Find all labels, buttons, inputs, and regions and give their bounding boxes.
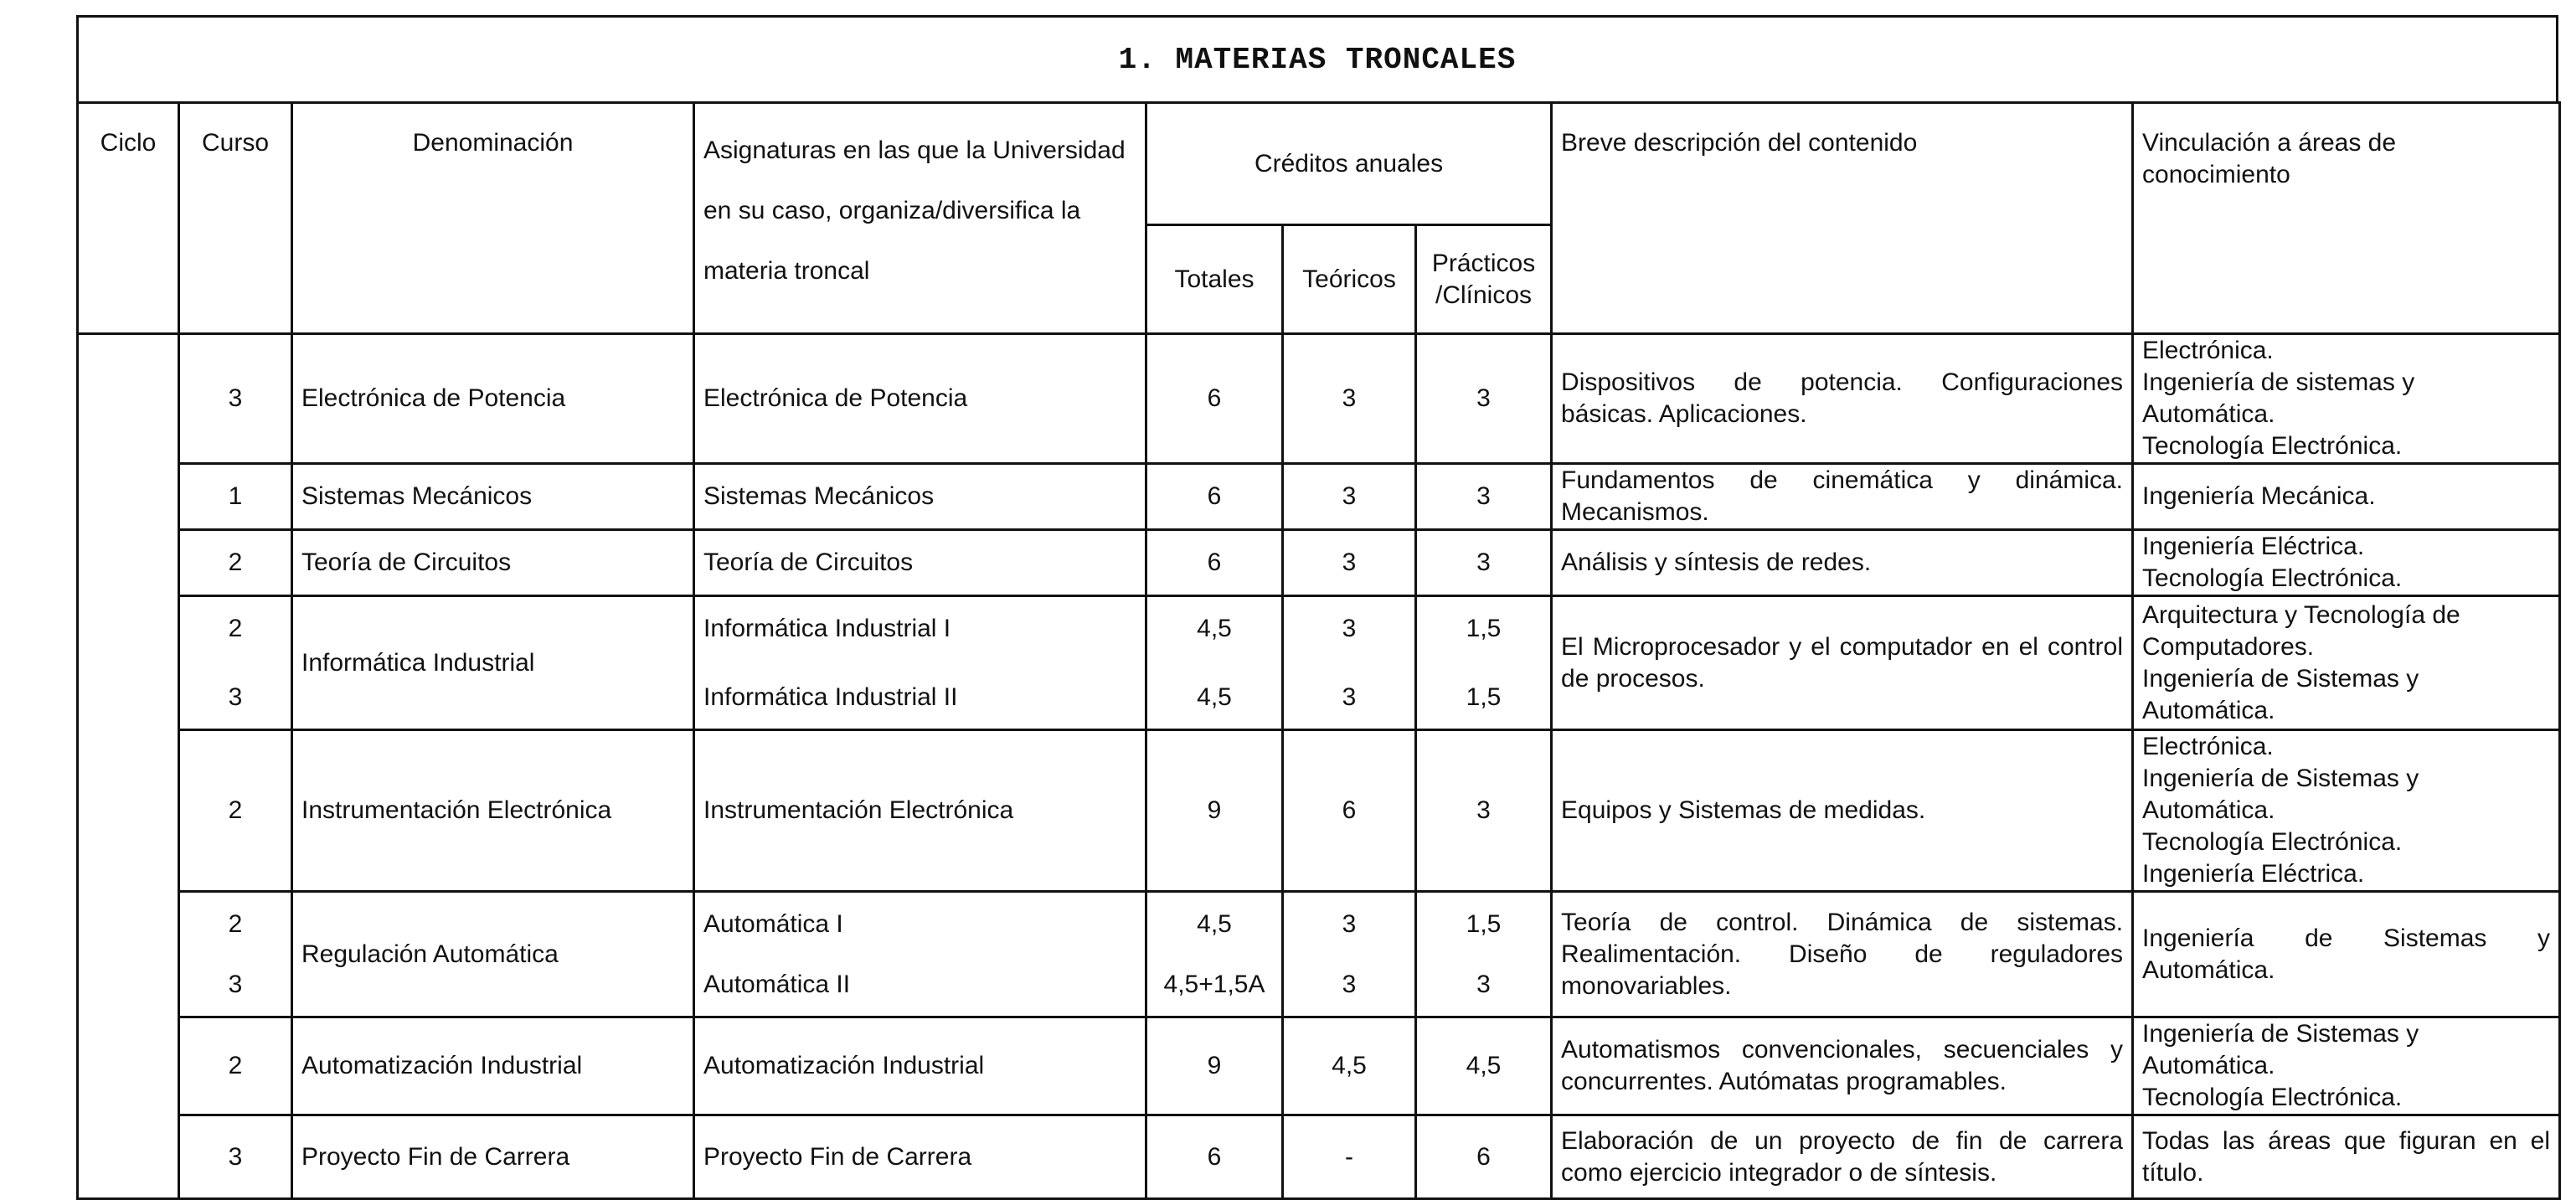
- teoricos-line: 3: [1342, 482, 1357, 510]
- table-row: [78, 730, 2560, 892]
- curso-line: 2: [228, 614, 243, 642]
- teoricos-cell: [1283, 730, 1416, 892]
- curso-cell: [179, 892, 292, 1017]
- asignaturas-cell: [694, 1115, 1146, 1199]
- curso-cell: [179, 464, 292, 530]
- curso-line: 2: [228, 796, 243, 824]
- descripcion-cell: Teoría de control. Dinámica de sistemas. Realimentación. Diseño de reguladores monovariables.: [1552, 892, 2133, 1017]
- teoricos-cell: [1283, 334, 1416, 464]
- asignaturas-cell: [694, 464, 1146, 530]
- vinculacion-line: Tecnología Electrónica.: [2142, 432, 2403, 460]
- teoricos-line: 3: [1342, 614, 1357, 642]
- asignaturas-cell: [694, 596, 1146, 730]
- practicos-cell: [1416, 334, 1552, 464]
- troncales-table: [76, 101, 2561, 1200]
- descripcion-cell: Automatismos convencionales, secuenciales y concurrentes. Autómatas programables.: [1552, 1017, 2133, 1115]
- vinculacion-line: Ingeniería Eléctrica.: [2142, 860, 2365, 888]
- vinculacion-cell: [2133, 892, 2560, 1017]
- asignaturas-cell: [694, 530, 1146, 596]
- asignaturas-line: Informática Industrial I: [703, 614, 951, 642]
- denominacion-cell: Electrónica de Potencia: [292, 334, 694, 464]
- totales-cell: [1146, 530, 1283, 596]
- teoricos-line: 3: [1342, 682, 1357, 711]
- teoricos-line: 3: [1342, 970, 1357, 998]
- asignaturas-line: Sistemas Mecánicos: [703, 482, 935, 510]
- practicos-cell: [1416, 464, 1552, 530]
- totales-line: 9: [1207, 796, 1222, 824]
- totales-cell: [1146, 1115, 1283, 1199]
- asignaturas-line: Automática I: [703, 909, 843, 938]
- teoricos-cell: [1283, 464, 1416, 530]
- teoricos-line: 3: [1342, 384, 1357, 412]
- vinculacion-line: Tecnología Electrónica.: [2142, 828, 2403, 856]
- practicos-line: 3: [1476, 548, 1491, 576]
- totales-cell: [1146, 334, 1283, 464]
- totales-line: 6: [1207, 384, 1222, 412]
- ciclo-cell: [78, 334, 179, 1199]
- practicos-cell: [1416, 596, 1552, 730]
- vinculacion-line: Arquitectura y Tecnología de Computadores.: [2142, 600, 2460, 661]
- vinculacion-cell: [2133, 596, 2560, 730]
- curso-cell: [179, 334, 292, 464]
- totales-cell: [1146, 464, 1283, 530]
- vinculacion-line: Ingeniería de Sistemas y Automática.: [2142, 765, 2419, 824]
- practicos-line: 6: [1476, 1142, 1491, 1171]
- denominacion-cell: Automatización Industrial: [292, 1017, 694, 1115]
- teoricos-line: -: [1345, 1142, 1353, 1171]
- descripcion-cell: El Microprocesador y el computador en el control de procesos.: [1552, 596, 2133, 730]
- asignaturas-line: Automática II: [703, 970, 851, 998]
- asignaturas-line: Informática Industrial II: [703, 682, 958, 711]
- vinculacion-cell: [2133, 334, 2560, 464]
- curso-cell: [179, 1017, 292, 1115]
- totales-line: 4,5: [1197, 682, 1232, 711]
- asignaturas-line: Instrumentación Electrónica: [703, 796, 1014, 824]
- asignaturas-line: Proyecto Fin de Carrera: [703, 1142, 972, 1171]
- curso-line: 1: [228, 482, 243, 510]
- denominacion-cell: Regulación Automática: [292, 892, 694, 1017]
- vinculacion-line: Ingeniería de Sistemas y Automática.: [2142, 664, 2419, 724]
- descripcion-cell: Análisis y síntesis de redes.: [1552, 530, 2133, 596]
- practicos-cell: [1416, 1017, 1552, 1115]
- descripcion-cell: Equipos y Sistemas de medidas.: [1552, 730, 2133, 892]
- teoricos-line: 3: [1342, 548, 1357, 576]
- table-row: [78, 892, 2560, 1017]
- header-practicos: Prácticos /Clínicos: [1416, 225, 1552, 334]
- teoricos-cell: [1283, 1017, 1416, 1115]
- curso-line: 2: [228, 1052, 243, 1079]
- practicos-line: 1,5: [1466, 909, 1502, 938]
- denominacion-cell: Teoría de Circuitos: [292, 530, 694, 596]
- totales-cell: [1146, 892, 1283, 1017]
- table-row: [78, 334, 2560, 464]
- teoricos-cell: [1283, 530, 1416, 596]
- practicos-line: 3: [1476, 796, 1491, 824]
- asignaturas-cell: [694, 730, 1146, 892]
- table-body: [78, 334, 2560, 1199]
- curso-line: 3: [228, 1142, 243, 1171]
- practicos-line: 4,5: [1466, 1052, 1502, 1079]
- practicos-line: 3: [1476, 482, 1491, 510]
- asignaturas-line: Automatización Industrial: [703, 1052, 985, 1079]
- vinculacion-line: Tecnología Electrónica.: [2142, 564, 2403, 592]
- totales-line: 4,5: [1197, 614, 1232, 642]
- totales-line: 4,5+1,5A: [1163, 970, 1265, 998]
- curso-cell: [179, 1115, 292, 1199]
- header-creditos-anuales: Créditos anuales: [1146, 103, 1552, 225]
- table-title: 1. MATERIAS TRONCALES: [76, 15, 2558, 101]
- table-row: [78, 464, 2560, 530]
- vinculacion-line: Tecnología Electrónica.: [2142, 1084, 2403, 1111]
- curso-cell: [179, 730, 292, 892]
- table-row: [78, 596, 2560, 730]
- practicos-line: 3: [1476, 384, 1491, 412]
- vinculacion-line: Ingeniería Eléctrica.: [2142, 533, 2365, 560]
- practicos-line: 1,5: [1466, 682, 1502, 711]
- curso-line: 3: [228, 682, 243, 711]
- vinculacion-line: Ingeniería de sistemas y Automática.: [2142, 368, 2415, 428]
- descripcion-cell: Elaboración de un proyecto de fin de carrera como ejercicio integrador o de síntesis.: [1552, 1115, 2133, 1199]
- table-row: [78, 530, 2560, 596]
- descripcion-cell: Dispositivos de potencia. Configuraciones básicas. Aplicaciones.: [1552, 334, 2133, 464]
- header-teoricos: Teóricos: [1283, 225, 1416, 334]
- vinculacion-line: Ingeniería Mecánica.: [2142, 482, 2376, 510]
- teoricos-line: 4,5: [1332, 1052, 1367, 1079]
- teoricos-line: 6: [1342, 796, 1357, 824]
- vinculacion-cell: [2133, 1017, 2560, 1115]
- totales-cell: [1146, 730, 1283, 892]
- vinculacion-line: Electrónica.: [2142, 733, 2274, 760]
- header-totales: Totales: [1146, 225, 1283, 334]
- vinculacion-line: Ingeniería de Sistemas y Automática.: [2142, 1020, 2419, 1079]
- asignaturas-cell: [694, 334, 1146, 464]
- asignaturas-line: Teoría de Circuitos: [703, 548, 914, 576]
- troncales-table-page: [76, 15, 2558, 1200]
- asignaturas-cell: [694, 892, 1146, 1017]
- header-asignaturas: Asignaturas en las que la Universidad en su caso, organiza/diversifica la materia troncal: [694, 103, 1146, 334]
- table-row: [78, 1115, 2560, 1199]
- totales-line: 4,5: [1197, 909, 1232, 938]
- denominacion-cell: Informática Industrial: [292, 596, 694, 730]
- teoricos-cell: [1283, 596, 1416, 730]
- totales-line: 6: [1207, 1142, 1222, 1171]
- curso-cell: [179, 596, 292, 730]
- teoricos-line: 3: [1342, 909, 1357, 938]
- practicos-cell: [1416, 1115, 1552, 1199]
- curso-line: 3: [228, 384, 243, 412]
- teoricos-cell: [1283, 892, 1416, 1017]
- vinculacion-line: Electrónica.: [2142, 337, 2274, 364]
- curso-cell: [179, 530, 292, 596]
- denominacion-cell: Instrumentación Electrónica: [292, 730, 694, 892]
- teoricos-cell: [1283, 1115, 1416, 1199]
- asignaturas-line: Electrónica de Potencia: [703, 384, 968, 412]
- totales-line: 6: [1207, 548, 1222, 576]
- asignaturas-cell: [694, 1017, 1146, 1115]
- curso-line: 2: [228, 548, 243, 576]
- header-vinculacion: Vinculación a áreas de conocimiento: [2133, 103, 2560, 334]
- header-descripcion: Breve descripción del contenido: [1552, 103, 2133, 334]
- header-ciclo: Ciclo: [78, 103, 179, 334]
- totales-line: 9: [1207, 1052, 1222, 1079]
- curso-line: 3: [228, 970, 243, 998]
- vinculacion-line: Todas las áreas que figuran en el título.: [2142, 1126, 2551, 1187]
- table-row: [78, 1017, 2560, 1115]
- denominacion-cell: Proyecto Fin de Carrera: [292, 1115, 694, 1199]
- vinculacion-line: Ingeniería de Sistemas y Automática.: [2142, 924, 2551, 984]
- curso-line: 2: [228, 909, 243, 938]
- vinculacion-cell: [2133, 464, 2560, 530]
- practicos-line: 1,5: [1466, 614, 1502, 642]
- header-curso: Curso: [179, 103, 292, 334]
- practicos-cell: [1416, 892, 1552, 1017]
- descripcion-cell: Fundamentos de cinemática y dinámica. Mecanismos.: [1552, 464, 2133, 530]
- header-denominacion: Denominación: [292, 103, 694, 334]
- totales-cell: [1146, 596, 1283, 730]
- totales-line: 6: [1207, 482, 1222, 510]
- practicos-line: 3: [1476, 970, 1491, 998]
- vinculacion-cell: [2133, 530, 2560, 596]
- vinculacion-cell: [2133, 1115, 2560, 1199]
- denominacion-cell: Sistemas Mecánicos: [292, 464, 694, 530]
- vinculacion-cell: [2133, 730, 2560, 892]
- practicos-cell: [1416, 730, 1552, 892]
- totales-cell: [1146, 1017, 1283, 1115]
- practicos-cell: [1416, 530, 1552, 596]
